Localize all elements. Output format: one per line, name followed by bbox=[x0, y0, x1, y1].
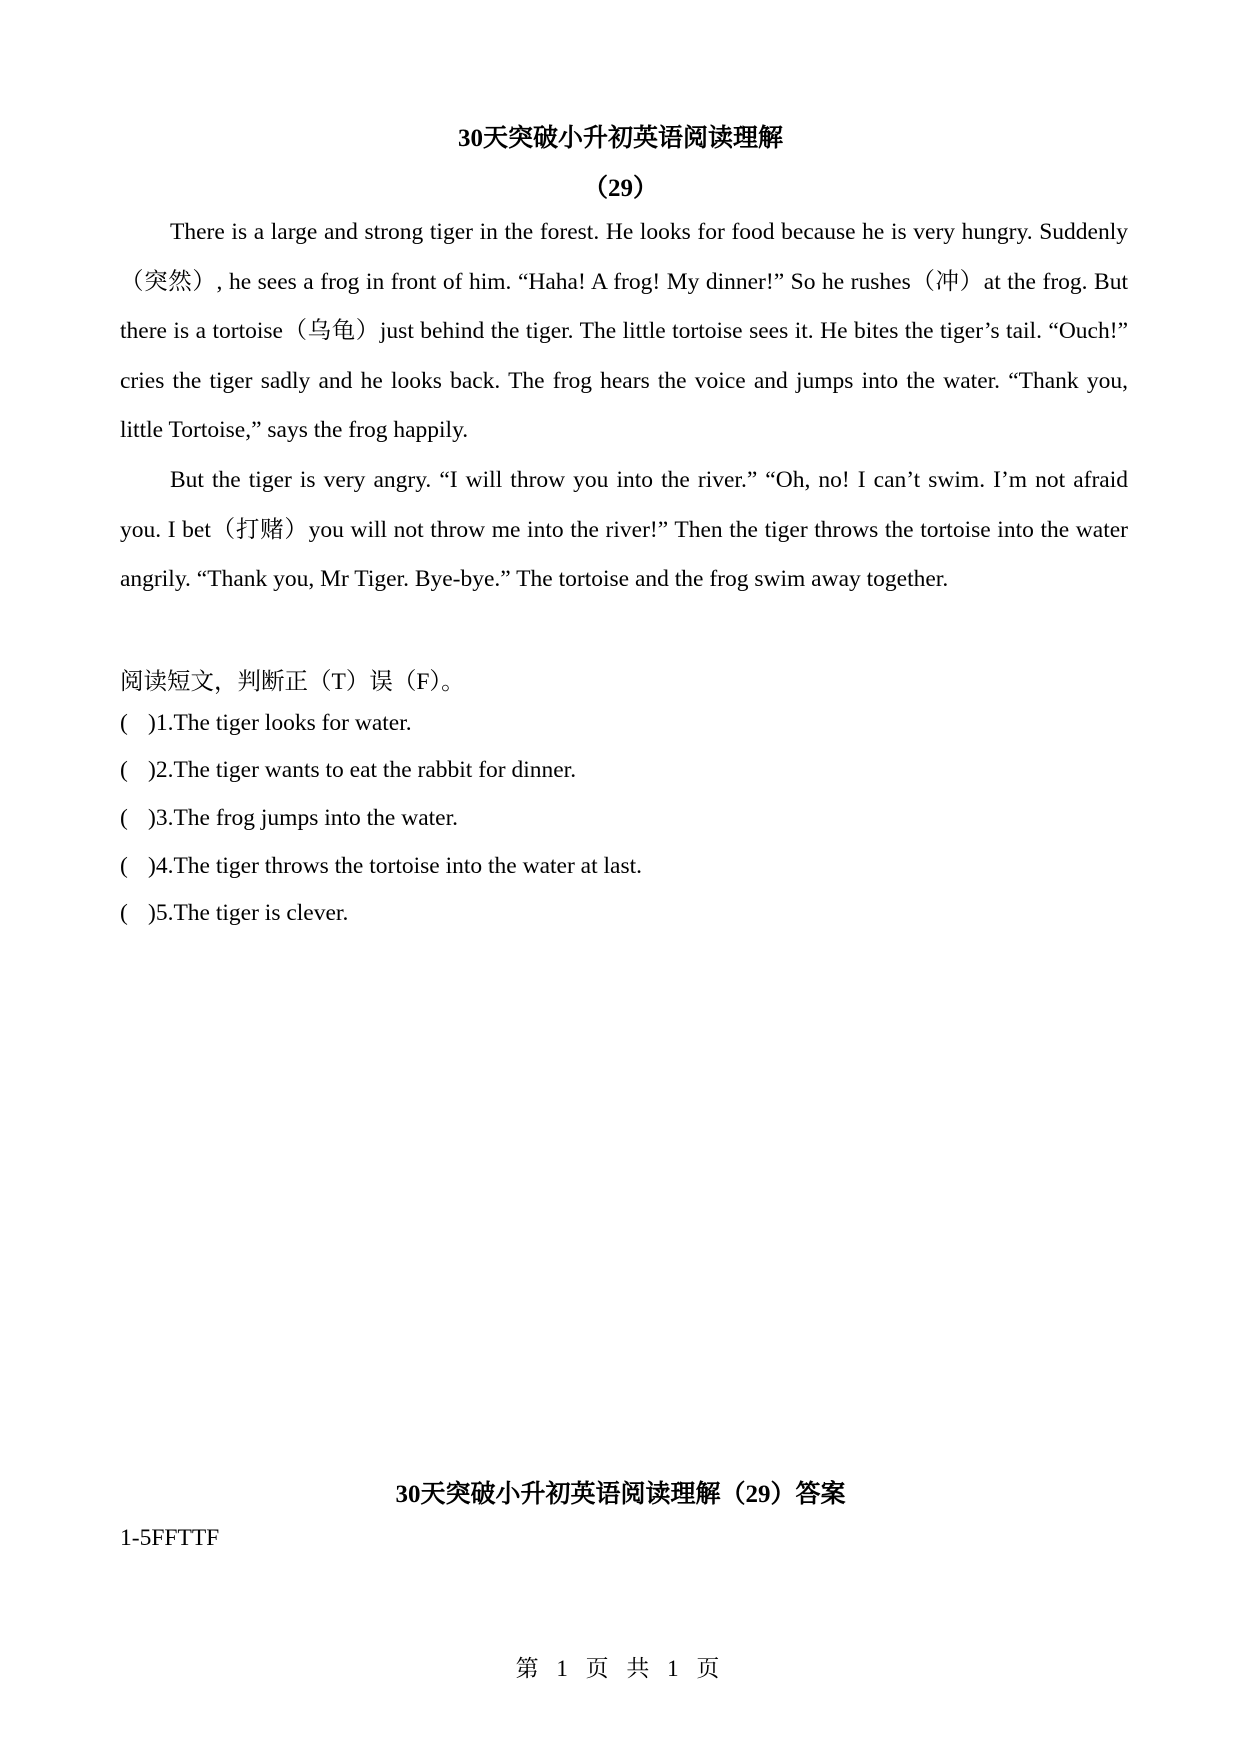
question-text: )5.The tiger is clever. bbox=[148, 900, 349, 926]
question-3 bbox=[120, 805, 458, 832]
question-5 bbox=[120, 900, 348, 927]
question-2 bbox=[120, 757, 576, 784]
question-text: )4.The tiger throws the tortoise into the water at last. bbox=[148, 853, 643, 879]
question-text: )3.The frog jumps into the water. bbox=[148, 805, 458, 831]
answer-section-title: 30天突破小升初英语阅读理解（29）答案 bbox=[395, 1481, 846, 1508]
answer-bracket: ( bbox=[120, 757, 128, 783]
passage-paragraph-1: There is a large and strong tiger in the forest. He looks for food because he is very hungry. Suddenly（突然）, he sees a frog in front of him. “Haha! A frog! My dinner!” So he rushes（冲）at the frog. But there is a tortoise（乌龟）just behind the tiger. The little tortoise sees it. He bites the tiger’s tail. “Ouch!” cries the tiger sadly and he looks back. The frog hears the voice and jumps into the water. “Thank you, little Tortoise,” says the frog happily. bbox=[120, 219, 1128, 443]
question-1 bbox=[120, 710, 412, 737]
answer-bracket: ( bbox=[120, 710, 128, 736]
answer-bracket: ( bbox=[120, 900, 128, 926]
passage-paragraph-2: But the tiger is very angry. “I will throw you into the river.” “Oh, no! I can’t swim. I’m not afraid you. I bet（打赌）you will not throw me into the river!” Then the tiger throws the tortoise into the water angrily. “Thank you, Mr Tiger. Bye-bye.” The tortoise and the frog swim away together. bbox=[120, 467, 1128, 592]
answer-bracket: ( bbox=[120, 805, 128, 831]
exercise-instruction: 阅读短文，判断正（T）误（F）。 bbox=[120, 669, 465, 695]
answer-bracket: ( bbox=[120, 853, 128, 879]
document-number: （29） bbox=[582, 175, 658, 202]
page-footer: 第 1 页 共 1 页 bbox=[515, 1656, 726, 1681]
question-4 bbox=[120, 853, 642, 880]
question-text: )2.The tiger wants to eat the rabbit for dinner. bbox=[148, 757, 577, 783]
answer-key: 1-5FFTTF bbox=[120, 1525, 220, 1551]
document-title: 30天突破小升初英语阅读理解 bbox=[457, 125, 783, 152]
question-text: )1.The tiger looks for water. bbox=[148, 710, 412, 736]
